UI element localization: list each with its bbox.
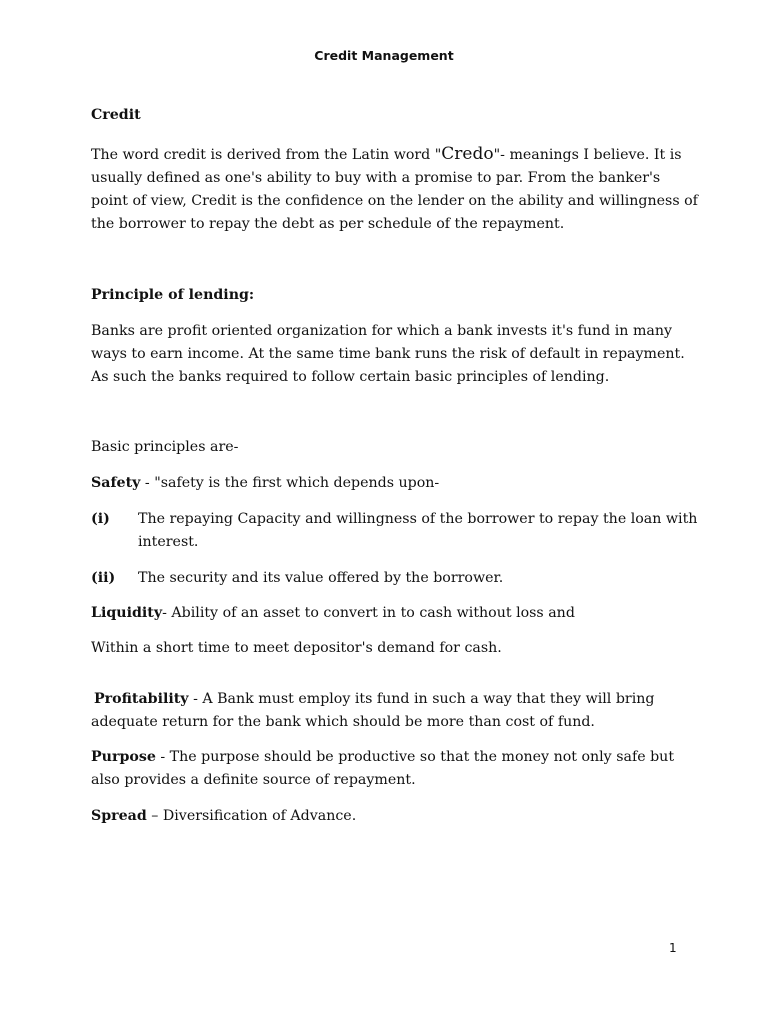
purpose-line: Purpose - The purpose should be productive so that the money not only safe but <box>91 749 675 765</box>
credo-word: Credo <box>441 144 494 164</box>
spread-term: Spread <box>91 808 147 824</box>
credit-paragraph-line-3: point of view, Credit is the confidence on the lender on the ability and willingness of <box>91 193 698 209</box>
credit-paragraph-line-1: The word credit is derived from the Latin word "Credo"- meanings I believe. It is <box>91 144 682 164</box>
safety-term: Safety <box>91 475 141 491</box>
list-item-text: interest. <box>138 534 199 550</box>
liquidity-term: Liquidity <box>91 605 163 621</box>
principle-paragraph-line-3: As such the banks required to follow certain basic principles of lending. <box>91 369 610 385</box>
credit-heading: Credit <box>91 107 141 123</box>
page-number: 1 <box>669 941 677 955</box>
liquidity-line: Liquidity- Ability of an asset to convert in to cash without loss and <box>91 605 575 621</box>
document-title: Credit Management <box>314 48 454 63</box>
list-item-text: The repaying Capacity and willingness of the borrower to repay the loan with <box>138 511 698 527</box>
spread-line: Spread – Diversification of Advance. <box>91 808 357 824</box>
profitability-line-2: adequate return for the bank which should be more than cost of fund. <box>91 714 595 730</box>
credit-paragraph-line-4: the borrower to repay the debt as per schedule of the repayment. <box>91 216 565 232</box>
safety-line: Safety - "safety is the first which depends upon- <box>91 475 440 491</box>
liquidity-line-2: Within a short time to meet depositor's demand for cash. <box>91 640 502 656</box>
principle-paragraph-line-2: ways to earn income. At the same time bank runs the risk of default in repayment. <box>91 346 685 362</box>
list-item-number: (ii) <box>91 570 116 586</box>
principle-heading: Principle of lending: <box>91 287 255 303</box>
credit-paragraph-line-2: usually defined as one's ability to buy with a promise to par. From the banker's <box>91 170 661 186</box>
profitability-line: Profitability - A Bank must employ its fund in such a way that they will bring <box>94 691 655 707</box>
basic-principles-intro: Basic principles are- <box>91 439 239 455</box>
list-item-number: (i) <box>91 511 110 527</box>
purpose-term: Purpose <box>91 749 156 765</box>
list-item-text: The security and its value offered by the borrower. <box>138 570 504 586</box>
purpose-line-2: also provides a definite source of repayment. <box>91 772 416 788</box>
principle-paragraph-line-1: Banks are profit oriented organization for which a bank invests it's fund in many <box>91 323 673 339</box>
profitability-term: Profitability <box>94 691 189 707</box>
